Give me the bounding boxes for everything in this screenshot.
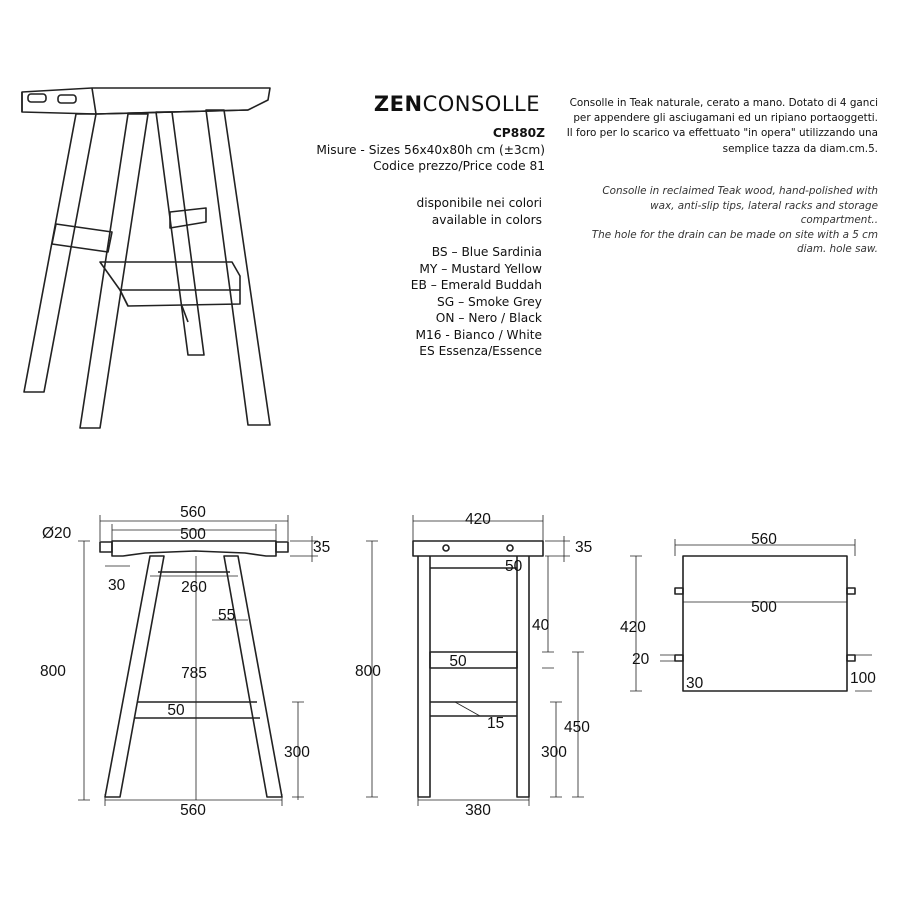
dim-side-shelf: 15: [487, 715, 505, 732]
dim-side-shelf-height: 450: [564, 719, 590, 736]
description-italian: Consolle in Teak naturale, cerato a mano. Dotato di 4 ganci per appendere gli asciugamani ed un ripiano portaoggetti. Il foro per lo scarico va effettuato "in opera" utilizzando una semplice tazza da diam.cm.5.: [566, 97, 878, 155]
dim-side-rail-height: 300: [541, 744, 567, 761]
dim-front-hook-len: 30: [108, 577, 126, 594]
color-item: BS – Blue Sardinia: [431, 245, 542, 259]
dim-front-top-span: 260: [181, 579, 207, 596]
description-en-line: Consolle in reclaimed Teak wood, hand-polished with: [602, 185, 878, 197]
product-name-bold: ZEN: [373, 92, 423, 116]
colors-heading-en: available in colors: [431, 212, 542, 227]
dim-top-depth: 420: [620, 619, 646, 636]
description-en-line: The hole for the drain can be made on site with a 5 cm: [591, 228, 878, 241]
dim-front-leg-width: 55: [218, 607, 236, 624]
dim-top-inner: 500: [751, 599, 777, 616]
color-item: ES Essenza/Essence: [419, 344, 542, 358]
dim-front-rail: 50: [167, 702, 185, 719]
dim-side-hook-offset: 50: [505, 558, 523, 575]
dim-front-height: 800: [40, 663, 66, 680]
color-item: SG – Smoke Grey: [437, 294, 542, 309]
dim-top-width: 560: [751, 531, 777, 548]
color-item: EB – Emerald Buddah: [410, 278, 542, 292]
dim-front-top-thickness: 35: [313, 539, 331, 556]
dim-front-rail-height: 300: [284, 744, 310, 761]
description-en-line: compartment..: [800, 214, 878, 227]
dim-side-rail-thickness: 40: [532, 617, 550, 634]
description-en-line: diam. hole saw.: [796, 243, 878, 256]
dim-side-top-width: 420: [465, 511, 491, 528]
dim-side-rail-width: 50: [449, 653, 467, 670]
colors-heading-it: disponibile nei colori: [416, 196, 542, 210]
dim-top-hook-pos: 100: [850, 670, 876, 687]
dim-top-hook-d: 20: [632, 651, 650, 668]
product-code: CP880Z: [492, 126, 545, 140]
color-item: MY – Mustard Yellow: [419, 261, 542, 276]
dim-top-hook-len: 30: [686, 675, 704, 692]
dim-side-bottom-width: 380: [465, 802, 491, 819]
dim-front-hook-diameter: Ø20: [42, 525, 72, 542]
description-en-line: wax, anti-slip tips, lateral racks and storage: [650, 199, 878, 212]
dim-side-top-thickness: 35: [575, 539, 593, 556]
dim-front-top-width: 560: [180, 504, 206, 521]
dim-front-inner-height: 785: [181, 665, 207, 682]
dim-front-bottom-width: 560: [180, 802, 206, 819]
dim-side-height: 800: [355, 663, 381, 680]
product-sizes: Misure - Sizes 56x40x80h cm (±3cm): [316, 142, 545, 157]
product-price-code: Codice prezzo/Price code 81: [373, 159, 545, 173]
color-item: M16 - Bianco / White: [415, 327, 542, 342]
color-item: ON – Nero / Black: [435, 311, 542, 325]
product-name-light: CONSOLLE: [422, 92, 540, 116]
dim-front-seat-inner: 500: [180, 526, 206, 543]
